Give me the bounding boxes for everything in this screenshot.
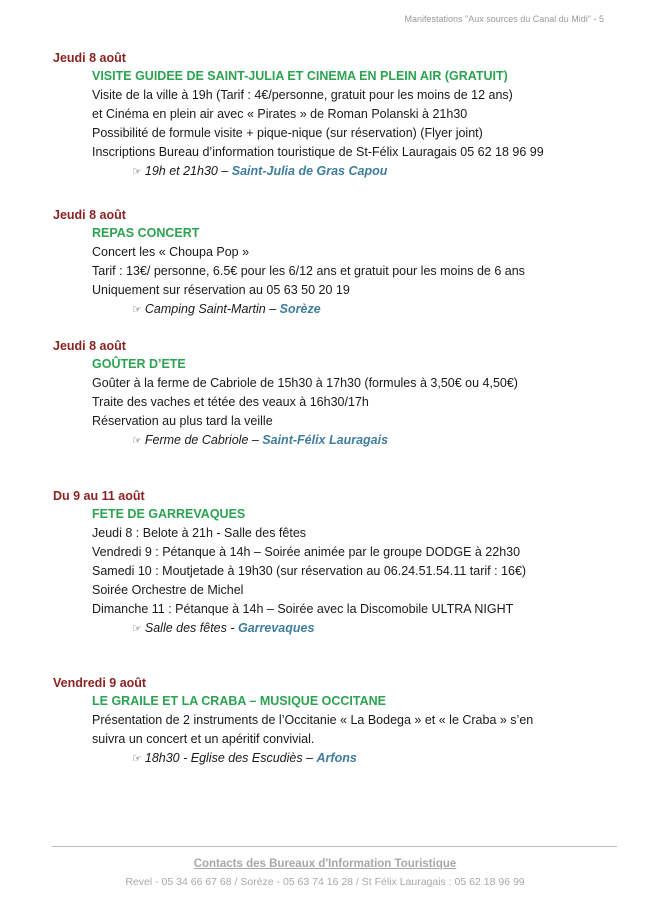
footer-divider: [52, 846, 617, 847]
event-town: Garrevaques: [237, 621, 315, 635]
event-description-line: Jeudi 8 : Belote à 21h - Salle des fêtes: [92, 526, 307, 540]
event-description-line: Inscriptions Bureau d’information touristique de St-Félix Lauragais 05 62 18 96 99: [92, 145, 544, 159]
event-location-detail: 18h30 - Eglise des Escudiès –: [144, 751, 317, 765]
pointing-hand-icon: ☞: [132, 166, 142, 178]
pointing-hand-icon: ☞: [132, 753, 142, 765]
pointing-hand-icon: ☞: [132, 623, 142, 635]
pointing-hand-icon: ☞: [132, 435, 142, 447]
event-date: Du 9 au 11 août: [53, 489, 145, 503]
event-description-line: Samedi 10 : Moutjetade à 19h30 (sur réservation au 06.24.51.54.11 tarif : 16€): [92, 564, 527, 578]
event-town: Saint-Félix Lauragais: [262, 433, 389, 447]
event-town: Sorèze: [279, 302, 321, 316]
footer-contacts: Revel - 05 34 66 67 68 / Sorèze - 05 63 74 16 28 / St Félix Lauragais : 05 62 18 96 99: [125, 876, 525, 888]
event-location-detail: Salle des fêtes -: [144, 621, 238, 635]
event-town: Arfons: [316, 751, 357, 765]
event-description-line: Vendredi 9 : Pétanque à 14h – Soirée animée par le groupe DODGE à 22h30: [92, 545, 521, 559]
event-description-line: Uniquement sur réservation au 05 63 50 20 19: [92, 283, 350, 297]
event-location: [132, 431, 650, 451]
event-town: Saint-Julia de Gras Capou: [231, 164, 388, 178]
event-description-line: Concert les « Choupa Pop »: [92, 245, 250, 259]
event-entry: [0, 675, 650, 769]
event-title: FETE DE GARREVAQUES: [92, 507, 246, 521]
event-description-line: suivra un concert et un apéritif convivial.: [92, 732, 315, 746]
event-location-detail: Ferme de Cabriole –: [144, 433, 263, 447]
event-description-line: Tarif : 13€/ personne, 6.5€ pour les 6/12 ans et gratuit pour les moins de 6 ans: [92, 264, 525, 278]
event-date: Jeudi 8 août: [53, 51, 126, 65]
event-description-line: Possibilité de formule visite + pique-nique (sur réservation) (Flyer joint): [92, 126, 483, 140]
event-title: VISITE GUIDEE DE SAINT-JULIA ET CINEMA EN PLEIN AIR (GRATUIT): [92, 69, 508, 83]
event-location: [132, 162, 650, 182]
event-description-line: Réservation au plus tard la veille: [92, 414, 273, 428]
event-entry: [0, 488, 650, 675]
event-description-line: Visite de la ville à 19h (Tarif : 4€/personne, gratuit pour les moins de 12 ans): [92, 88, 513, 102]
event-date: Jeudi 8 août: [53, 339, 126, 353]
event-description-line: Soirée Orchestre de Michel: [92, 583, 244, 597]
event-description-line: Goûter à la ferme de Cabriole de 15h30 à 17h30 (formules à 3,50€ ou 4,50€): [92, 376, 518, 390]
event-location: [132, 619, 650, 639]
event-entry: [0, 207, 650, 338]
pointing-hand-icon: ☞: [132, 304, 142, 316]
event-description-line: et Cinéma en plein air avec « Pirates » de Roman Polanski à 21h30: [92, 107, 468, 121]
event-title: LE GRAILE ET LA CRABA – MUSIQUE OCCITANE: [92, 694, 386, 708]
event-description-line: Présentation de 2 instruments de l’Occitanie « La Bodega » et « le Craba » s’en: [92, 713, 534, 727]
event-description-line: Dimanche 11 : Pétanque à 14h – Soirée avec la Discomobile ULTRA NIGHT: [92, 602, 514, 616]
event-entry: [0, 338, 650, 488]
event-entry: [0, 50, 650, 207]
event-location-detail: Camping Saint-Martin –: [144, 302, 280, 316]
event-list: [0, 50, 650, 769]
event-title: REPAS CONCERT: [92, 226, 200, 240]
event-location: [132, 300, 650, 320]
event-location-detail: 19h et 21h30 –: [144, 164, 232, 178]
event-date: Vendredi 9 août: [53, 676, 147, 690]
event-date: Jeudi 8 août: [53, 208, 126, 222]
footer-title: Contacts des Bureaux d'Information Touristique: [193, 858, 457, 870]
event-location: [132, 749, 650, 769]
event-title: GOÛTER D’ETE: [92, 357, 186, 371]
event-description-line: Traite des vaches et tétée des veaux à 16h30/17h: [92, 395, 369, 409]
running-header: Manifestations "Aux sources du Canal du Midi" - 5: [404, 14, 604, 24]
